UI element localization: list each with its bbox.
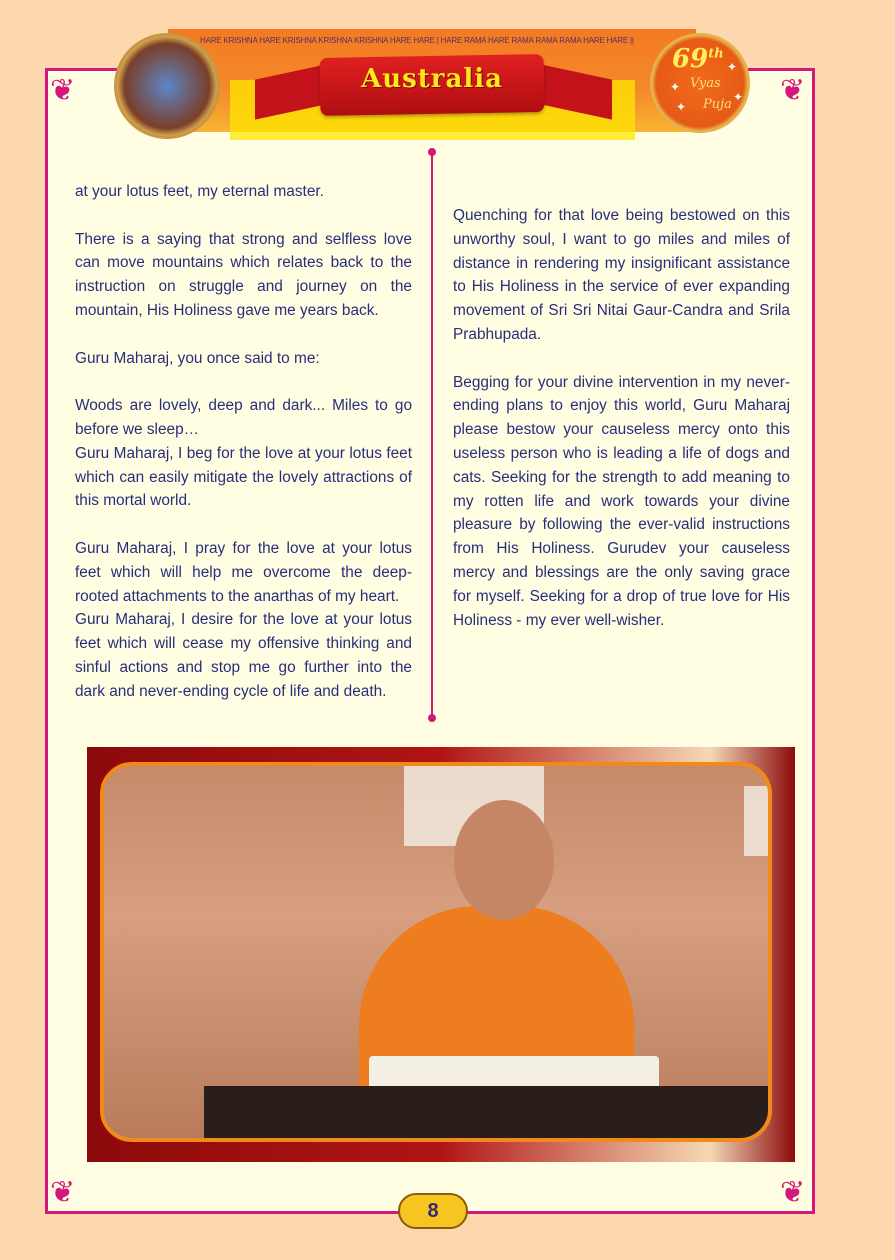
flourish-ornament: ❦ bbox=[50, 74, 76, 107]
star-icon: ✦ bbox=[676, 100, 687, 114]
divider-dot bbox=[428, 714, 436, 722]
left-column bbox=[75, 180, 412, 727]
star-icon: ✦ bbox=[733, 90, 744, 104]
paragraph: Begging for your divine intervention in my never-ending plans to enjoy this world, Guru Maharaj please bestow your causeless mercy onto this useless person who is leading a life of dogs and cats. Seeking for the strength to add meaning to my rotten life and work towards your divine pleasure by following the ever-valid instructions from His Holiness. Gurudev your causeless mercy and blessings are the only saving grace for myself. Seeking for a drop of true love for His Holiness - my ever well-wisher. bbox=[453, 373, 790, 629]
paragraph: Guru Maharaj, you once said to me: bbox=[75, 349, 320, 367]
divider-dot bbox=[428, 148, 436, 156]
paragraph: Guru Maharaj, I desire for the love at your lotus feet which will cease my offensive thinking and sinful actions and stop me go further into the dark and never-ending cycle of life and death. bbox=[75, 611, 412, 700]
paragraph: Guru Maharaj, I pray for the love at your lotus feet which will help me overcome the deep-rooted attachments to the anarthas of my heart. bbox=[75, 539, 412, 605]
paragraph: Quenching for that love being bestowed on this unworthy soul, I want to go miles and miles of distance in rendering my insignificant assistance to His Holiness in the service of ever expanding movement of Sri Sri Nitai Gaur-Candra and Srila Prabhupada. bbox=[453, 207, 790, 343]
flourish-ornament: ❦ bbox=[780, 1176, 806, 1209]
page-title: Australia bbox=[361, 64, 503, 94]
deity-medallion-image bbox=[114, 33, 220, 139]
paragraph: at your lotus feet, my eternal master. bbox=[75, 183, 324, 200]
column-divider bbox=[431, 152, 433, 718]
person-head bbox=[454, 800, 554, 920]
guru-photo bbox=[100, 762, 772, 1142]
star-icon: ✦ bbox=[670, 80, 681, 94]
paragraph: There is a saying that strong and selfless love can move mountains which relates back to the instruction on struggle and journey on the mountain, His Holiness gave me years back. bbox=[75, 230, 412, 319]
paragraph: Guru Maharaj, I beg for the love at your lotus feet which can easily mitigate the lovely attractions of this mortal world. bbox=[75, 444, 412, 510]
badge-puja: Puja bbox=[703, 97, 732, 112]
badge-number: 69th bbox=[672, 44, 724, 74]
right-column bbox=[453, 204, 790, 656]
window bbox=[744, 786, 772, 856]
page-number: 8 bbox=[398, 1193, 468, 1229]
flourish-ornament: ❦ bbox=[780, 74, 806, 107]
harmonium bbox=[204, 1086, 772, 1142]
paragraph: Woods are lovely, deep and dark... Miles to go before we sleep… bbox=[75, 397, 412, 438]
flourish-ornament: ❦ bbox=[50, 1176, 76, 1209]
star-icon: ✦ bbox=[727, 60, 738, 74]
badge-vyas: Vyas bbox=[690, 76, 721, 91]
mantra-text: HARE KRISHNA HARE KRISHNA KRISHNA KRISHNA HARE HARE | HARE RAMA HARE RAMA RAMA RAMA HARE HARE || bbox=[200, 36, 634, 45]
